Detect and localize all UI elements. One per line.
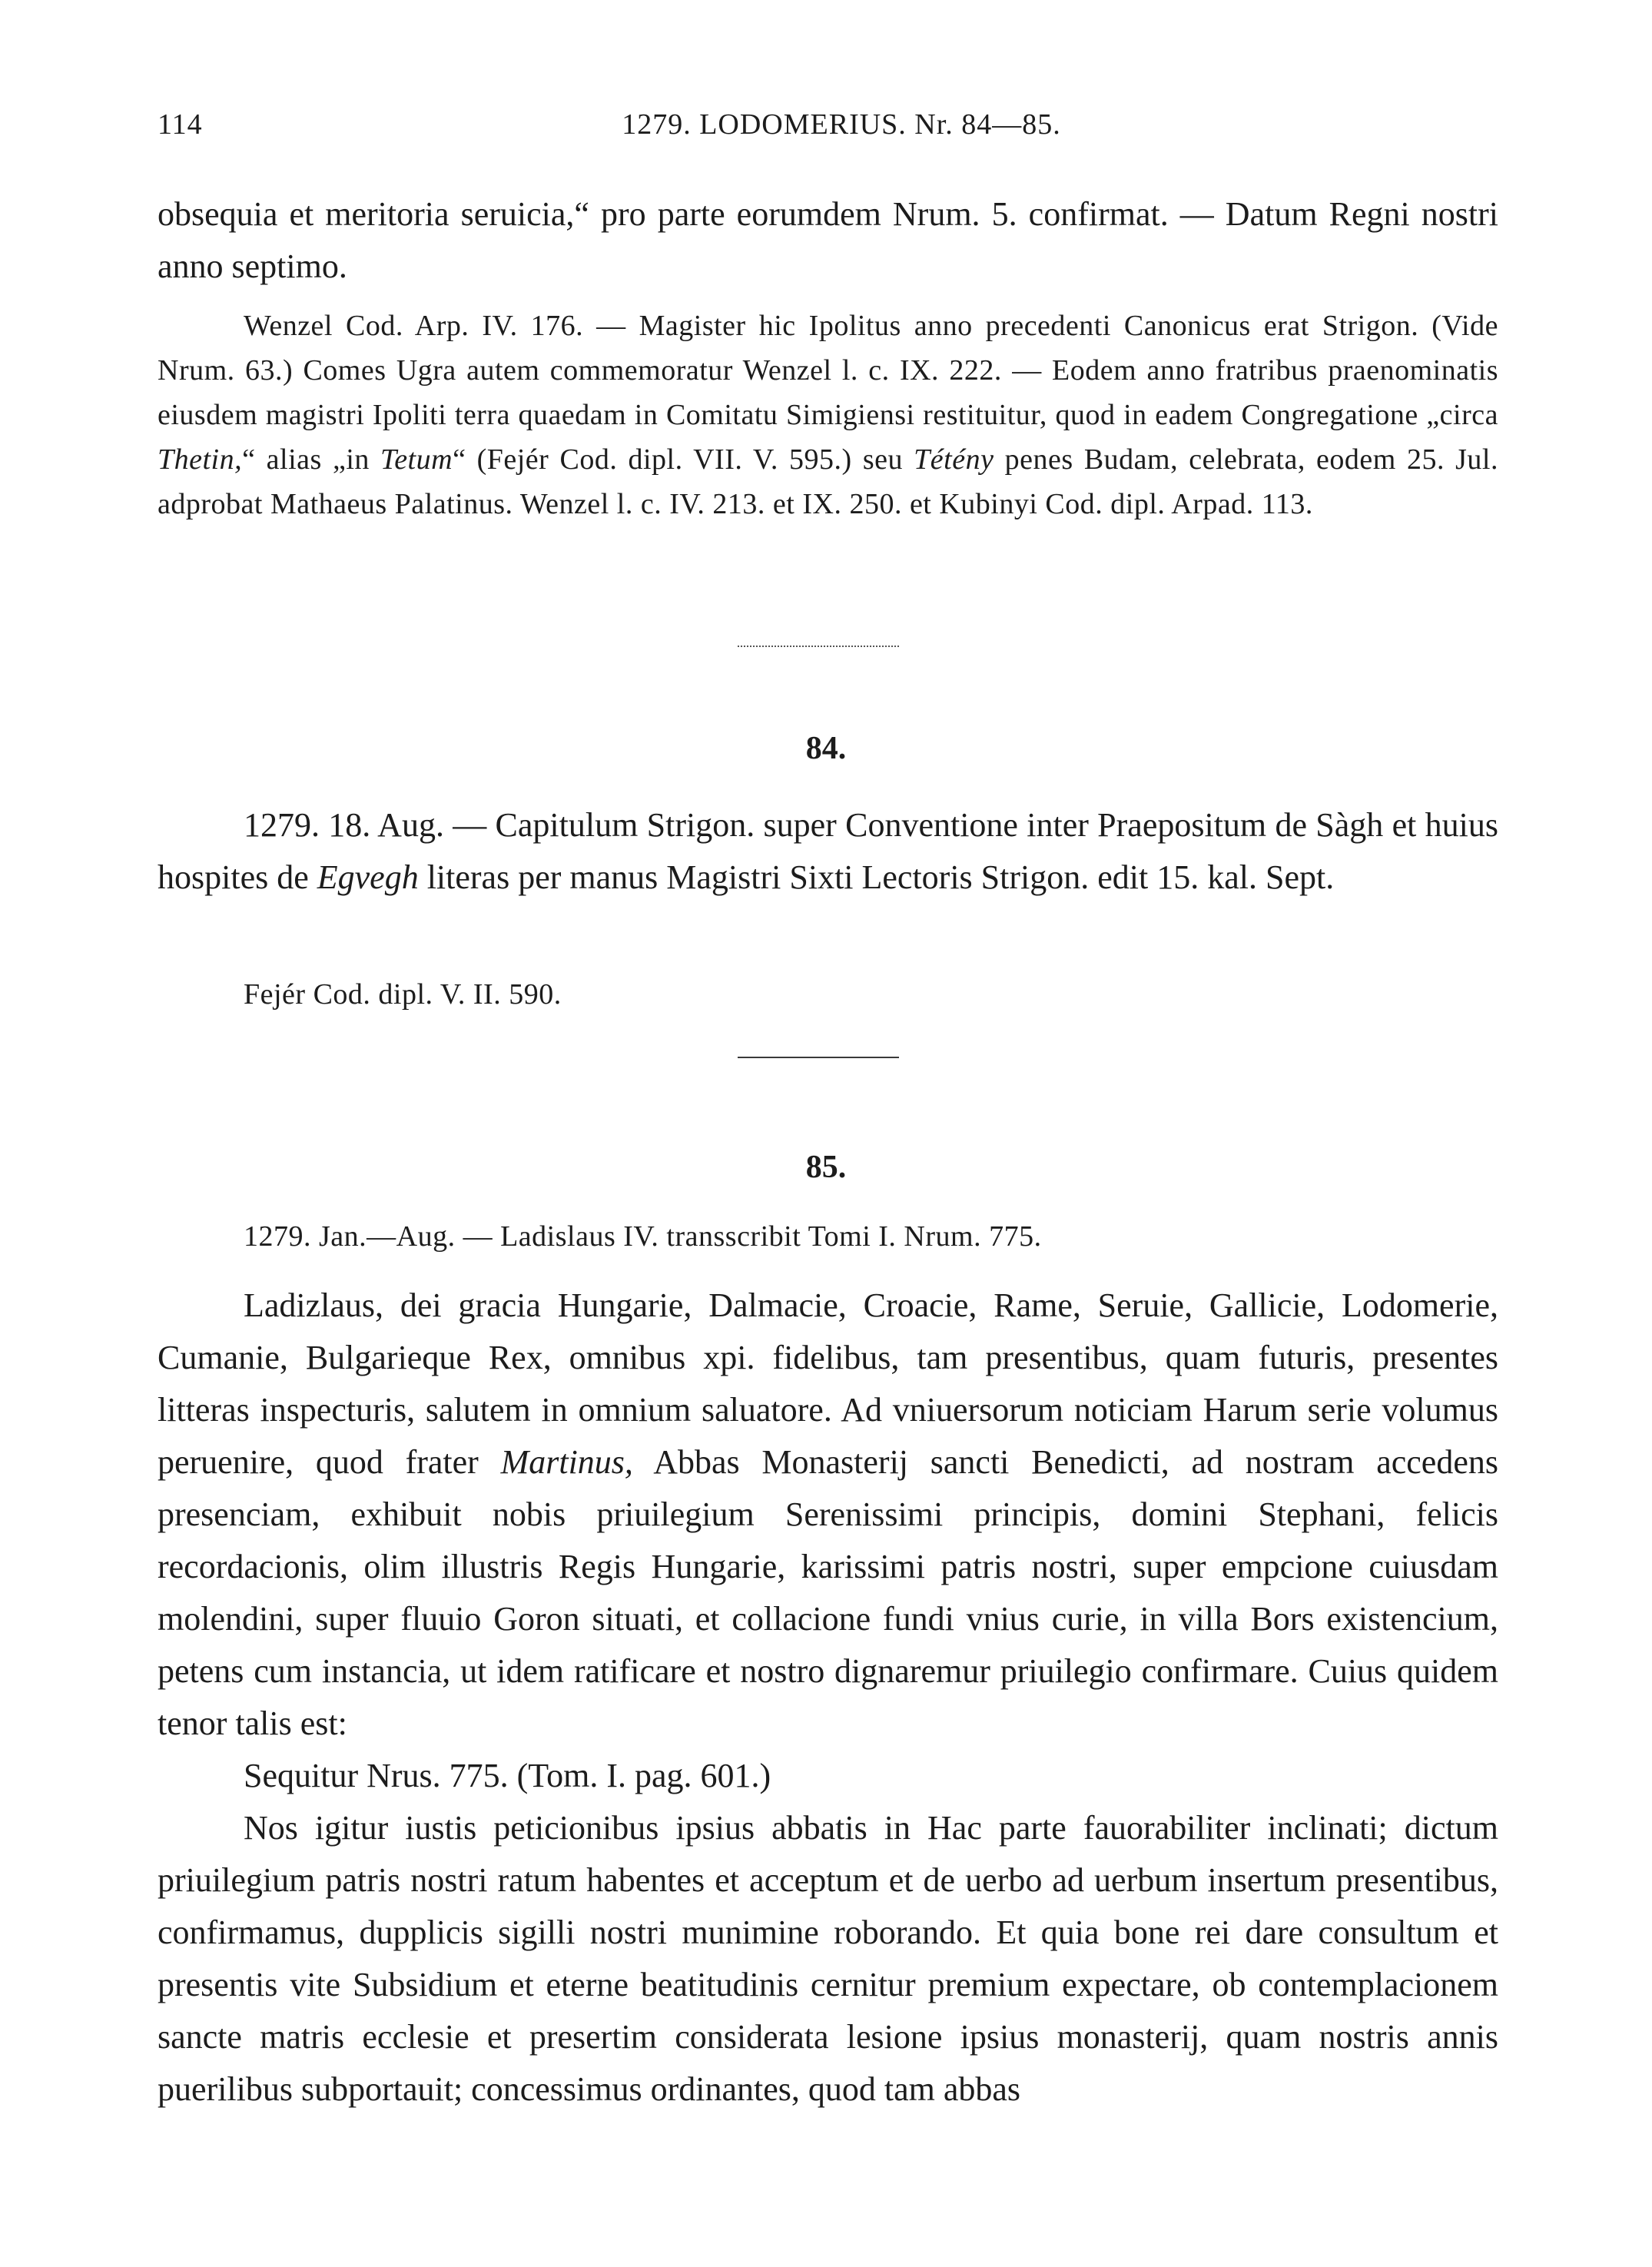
charter-text [158, 1280, 1498, 2116]
entry-85-summary-text: 1279. Jan.—Aug. — Ladislaus IV. transscribit Tomi I. Nrum. 775. [244, 1220, 1042, 1253]
entry-84-number: 84. [805, 731, 847, 766]
note-italic-1: Thetin, [158, 443, 243, 476]
note-text-2: “ alias „in [242, 443, 381, 476]
editorial-note-paragraph [158, 304, 1498, 526]
charter-paragraph-1 [158, 1280, 1498, 1750]
section-divider [738, 646, 899, 647]
entry-84-summary-text-1: 1279. 18. Aug. — Capitulum Strigon. super Conventione inter Praepositum de Sàgh et huius hospites de [158, 806, 1498, 896]
editorial-note [158, 304, 1498, 526]
page-number: 114 [158, 108, 203, 141]
note-text-3: “ (Fejér Cod. dipl. VII. V. 595.) seu [453, 443, 914, 476]
entry-84-summary-paragraph [158, 799, 1498, 904]
charter-p1-text-b: Abbas Monasterij sancti Benedicti, ad nostram accedens presenciam, exhibuit nobis priuilegium Serenissimi principis, domini Stephani, felicis recordacionis, olim illustris Regis Hungarie, karissimi patris nostri, super empcione cuiusdam molendini, super fluuio Goron situati, et collacione fundi vnius curie, in villa Bors existencium, petens cum instancia, ut idem ratificare et nostro dignaremur priuilegio confirmare. Cuius quidem tenor talis est: [158, 1443, 1498, 1742]
entry-84-source [158, 972, 1498, 1017]
entry-85-summary [158, 1214, 1498, 1259]
charter-paragraph-3: Nos igitur iustis peticionibus ipsius abbatis in Hac parte fauorabiliter inclinati; dictum priuilegium patris nostri ratum habentes et acceptum et de uerbo ad uerbum insertum presentibus, confirmamus, dupplicis sigilli nostri munimine roborando. Et quia bone rei dare consultum et presentis vite Subsidium et eterne beatitudinis cernitur premium expectare, ob contemplacionem sancte matris ecclesie et presertim considerata lesione ipsius monasterij, quam nostris annis puerilibus subportauit; concessimus ordinantes, quod tam abbas [158, 1809, 1498, 2108]
charter-paragraph-2: Sequitur Nrus. 775. (Tom. I. pag. 601.) [244, 1757, 771, 1794]
entry-84-summary [158, 799, 1498, 904]
continuation-text [158, 188, 1498, 293]
section-divider [738, 1057, 899, 1058]
note-italic-2: Tetum [380, 443, 453, 476]
note-text-1: Wenzel Cod. Arp. IV. 176. — Magister hic Ipolitus anno precedenti Canonicus erat Strigon. (Vide Nrum. 63.) Comes Ugra autem commemoratur Wenzel l. c. IX. 222. — Eodem anno fratribus praenominatis eiusdem magistri Ipoliti terra quaedam in Comitatu Simigiensi restituitur, quod in eadem Congregatione „circa [158, 310, 1498, 431]
entry-84-summary-text-2: literas per manus Magistri Sixti Lectoris Strigon. edit 15. kal. Sept. [418, 858, 1335, 896]
charter-p1-text-a: Ladizlaus, dei gracia Hungarie, Dalmacie, Croacie, Rame, Seruie, Gallicie, Lodomerie, Cumanie, Bulgarieque Rex, omnibus xpi. fidelibus, tam presentibus, quam futuris, presentes litteras inspecturis, salutem in omnium saluatore. Ad vniuersorum noticiam Harum serie volumus peruenire, quod frater [158, 1286, 1498, 1481]
charter-p1-italic: Martinus, [500, 1443, 633, 1481]
page-header [158, 108, 1525, 154]
continuation-paragraph: obsequia et meritoria seruicia,“ pro parte eorumdem Nrum. 5. confirmat. — Datum Regni nostri anno septimo. [158, 195, 1498, 285]
entry-84-summary-italic: Egvegh [317, 858, 419, 896]
note-text-4: penes Budam, celebrata, eodem 25. Jul. adprobat Mathaeus Palatinus. Wenzel l. c. IV. 213. et IX. 250. et Kubinyi Cod. dipl. Arpad. 113. [158, 443, 1498, 520]
entry-84-source-text: Fejér Cod. dipl. V. II. 590. [244, 978, 562, 1011]
running-title: 1279. LODOMERIUS. Nr. 84—85. [622, 108, 1061, 141]
note-italic-3: Tétény [914, 443, 994, 476]
entry-85-number: 85. [805, 1150, 847, 1185]
